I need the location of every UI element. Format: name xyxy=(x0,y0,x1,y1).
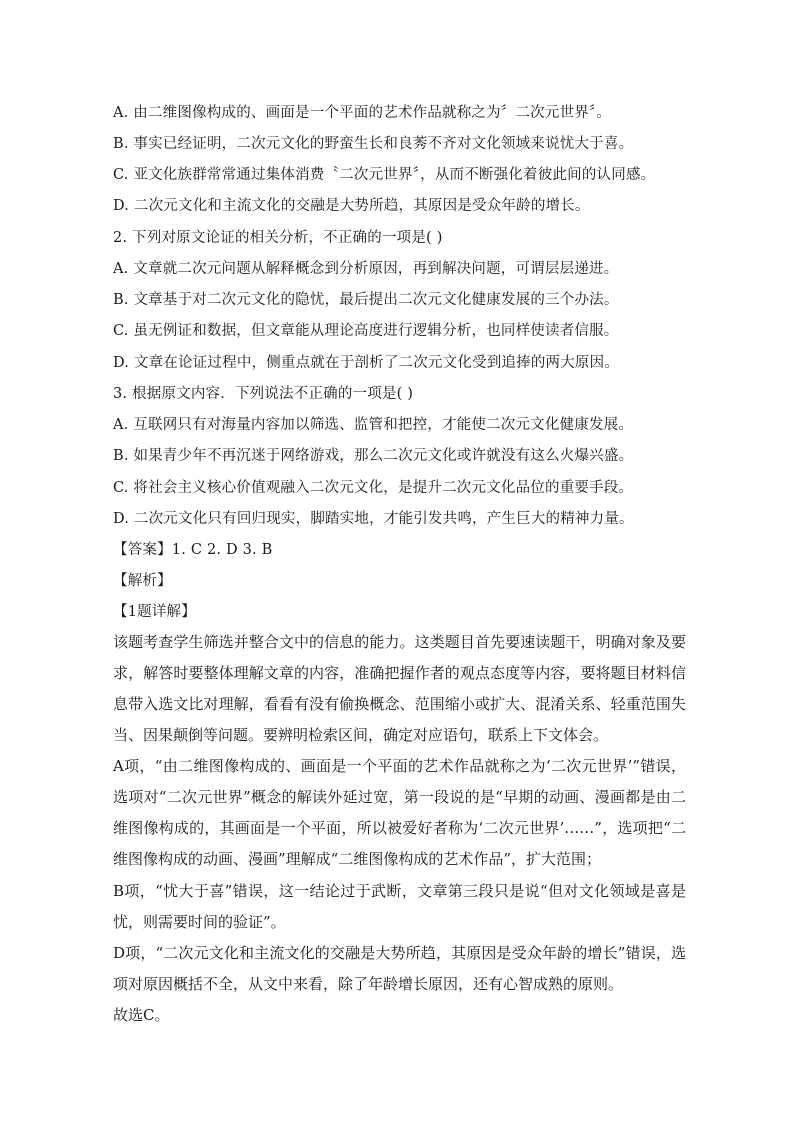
q3-option-d: D. 二次元文化只有回归现实，脚踏实地，才能引发共鸣，产生巨大的精神力量。 xyxy=(113,511,634,527)
q2-option-b: B. 文章基于对二次元文化的隐忧，最后提出二次元文化健康发展的三个办法。 xyxy=(113,292,619,308)
q1-option-c: C. 亚文化族群常常通过集体消费〝二次元世界〞，从而不断强化着彼此间的认同感。 xyxy=(113,167,656,183)
q3-option-b: B. 如果青少年不再沉迷于网络游戏，那么二次元文化或许就没有这么火爆兴盛。 xyxy=(113,448,634,464)
q2-option-d: D. 文章在论证过程中，侧重点就在于剖析了二次元文化受到追捧的两大原因。 xyxy=(113,355,620,371)
q1-option-a: A. 由二维图像构成的、画面是一个平面的艺术作品就称之为〞二次元世界〞。 xyxy=(113,105,612,121)
answer-line: 【答案】1. C 2. D 3. B xyxy=(113,542,273,558)
q1-option-d: D. 二次元文化和主流文化的交融是大势所趋，其原因是受众年龄的增长。 xyxy=(113,198,590,214)
explanation-option-a: A项，“由二维图像构成的、画面是一个平面的艺术作品就称之为‘二次元世界’”错误，选项对“二次元世界”概念的解读外延过宽，第一段说的是“早期的动画、漫画都是由二维图像构成的，其画面是一个平面，所以被爱好者称为‘二次元世界’……”，选项把“二维图像构成的动画、漫画”理解成“二维图像构成的艺术作品”，扩大范围； xyxy=(113,757,686,868)
q2-option-c: C. 虽无例证和数据，但文章能从理论高度进行逻辑分析，也同样使读者信服。 xyxy=(113,323,619,339)
q3-stem: 3. 根据原文内容．下列说法不正确的一项是( ) xyxy=(113,386,414,402)
analysis-heading: 【解析】 xyxy=(113,573,172,589)
explanation-conclusion: 故选C。 xyxy=(113,1006,170,1024)
explanation-intro: 该题考查学生筛选并整合文中的信息的能力。这类题目首先要速读题干，明确对象及要求，解答时要整体理解文章的内容，准确把握作者的观点态度等内容，要将题目材料信息带入选文比对理解，看看有没有偷换概念、范围缩小或扩大、混淆关系、轻重范围失当、因果颠倒等问题。要辨明检索区间，确定对应语句，联系上下文体会。 xyxy=(113,633,686,744)
q2-stem: 2. 下列对原文论证的相关分析，不正确的一项是( ) xyxy=(113,230,443,246)
q1-detail-heading: 【1题详解】 xyxy=(113,604,196,620)
q3-option-a: A. 互联网只有对海量内容加以筛选、监管和把控，才能使二次元文化健康发展。 xyxy=(113,417,634,433)
explanation-option-d: D项，“二次元文化和主流文化的交融是大势所趋，其原因是受众年龄的增长”错误，选项对原因概括不全，从文中来看，除了年龄增长原因，还有心智成熟的原则。 xyxy=(113,944,686,993)
explanation-option-b: B项，“忧大于喜”错误，这一结论过于武断，文章第三段只是说“但对文化领域是喜是忧，则需要时间的验证”。 xyxy=(113,882,686,931)
q2-option-a: A. 文章就二次元问题从解释概念到分析原因，再到解决问题，可谓层层递进。 xyxy=(113,261,619,277)
q1-option-b: B. 事实已经证明，二次元文化的野蛮生长和良莠不齐对文化领域来说忧大于喜。 xyxy=(113,136,634,152)
q3-option-c: C. 将社会主义核心价值观融入二次元文化，是提升二次元文化品位的重要手段。 xyxy=(113,480,634,496)
